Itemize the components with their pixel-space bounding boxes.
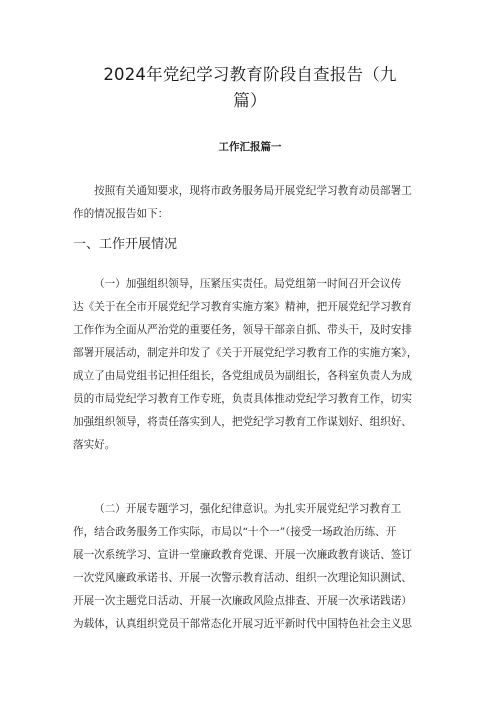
paragraph-line: 作的情况报告如下： <box>73 208 169 220</box>
document-title-line: 篇） <box>233 91 267 110</box>
paragraph-line: （一）加强组织领导，压紧压实责任。局党组第一时间召开会议传 <box>94 278 402 290</box>
paragraph-line: 为载体，认真组织党员干部常态化开展习近平新时代中国特色社会主义思 <box>73 618 412 630</box>
paragraph-line: 展一次系统学习、宣讲一堂廉政教育党课、开展一次廉政教育谈话、签订 <box>73 549 412 561</box>
paragraph-line: 加强组织领导，将责任落实到人，把党纪学习教育工作谋划好、组织好、 <box>73 416 412 428</box>
paragraph-line: 开展一次主题党日活动、开展一次廉政风险点排查、开展一次承诺践诺） <box>73 595 412 607</box>
paragraph-line: 作，结合政务服务工作实际，市局以“十个一”（接受一场政治历练、开 <box>73 526 397 538</box>
paragraph-line: 成立了由局党组书记担任组长，各党组成员为副组长，各科室负责人为成 <box>73 370 412 382</box>
paragraph-organization <box>73 273 429 457</box>
paragraph-line: （二）开展专题学习，强化纪律意识。为扎实开展党纪学习教育工 <box>94 503 402 515</box>
paragraph-line: 一次党风廉政承诺书、开展一次警示教育活动、组织一次理论知识测试、 <box>73 572 412 584</box>
paragraph-line: 达《关于在全市开展党纪学习教育实施方案》精神，把开展党纪学习教育 <box>73 301 412 313</box>
paragraph-line: 工作作为全面从严治党的重要任务，领导干部亲自抓、带头干，及时安排 <box>73 324 412 336</box>
section-heading: 一、工作开展情况 <box>73 237 178 252</box>
document-title-line: 2024年党纪学习教育阶段自查报告（九 <box>103 65 397 84</box>
intro-paragraph <box>73 180 429 226</box>
document-title <box>96 62 404 114</box>
paragraph-study <box>73 498 429 636</box>
paragraph-line: 部署开展活动，制定并印发了《关于开展党纪学习教育工作的实施方案》， <box>73 347 418 359</box>
paragraph-line: 员的市局党纪学习教育工作专班，负责具体推动党纪学习教育工作，切实 <box>73 393 412 405</box>
document-subtitle: 工作汇报篇一 <box>218 141 282 153</box>
paragraph-line: 落实好。 <box>73 439 116 451</box>
paragraph-line: 按照有关通知要求，现将市政务服务局开展党纪学习教育动员部署工 <box>94 185 412 197</box>
